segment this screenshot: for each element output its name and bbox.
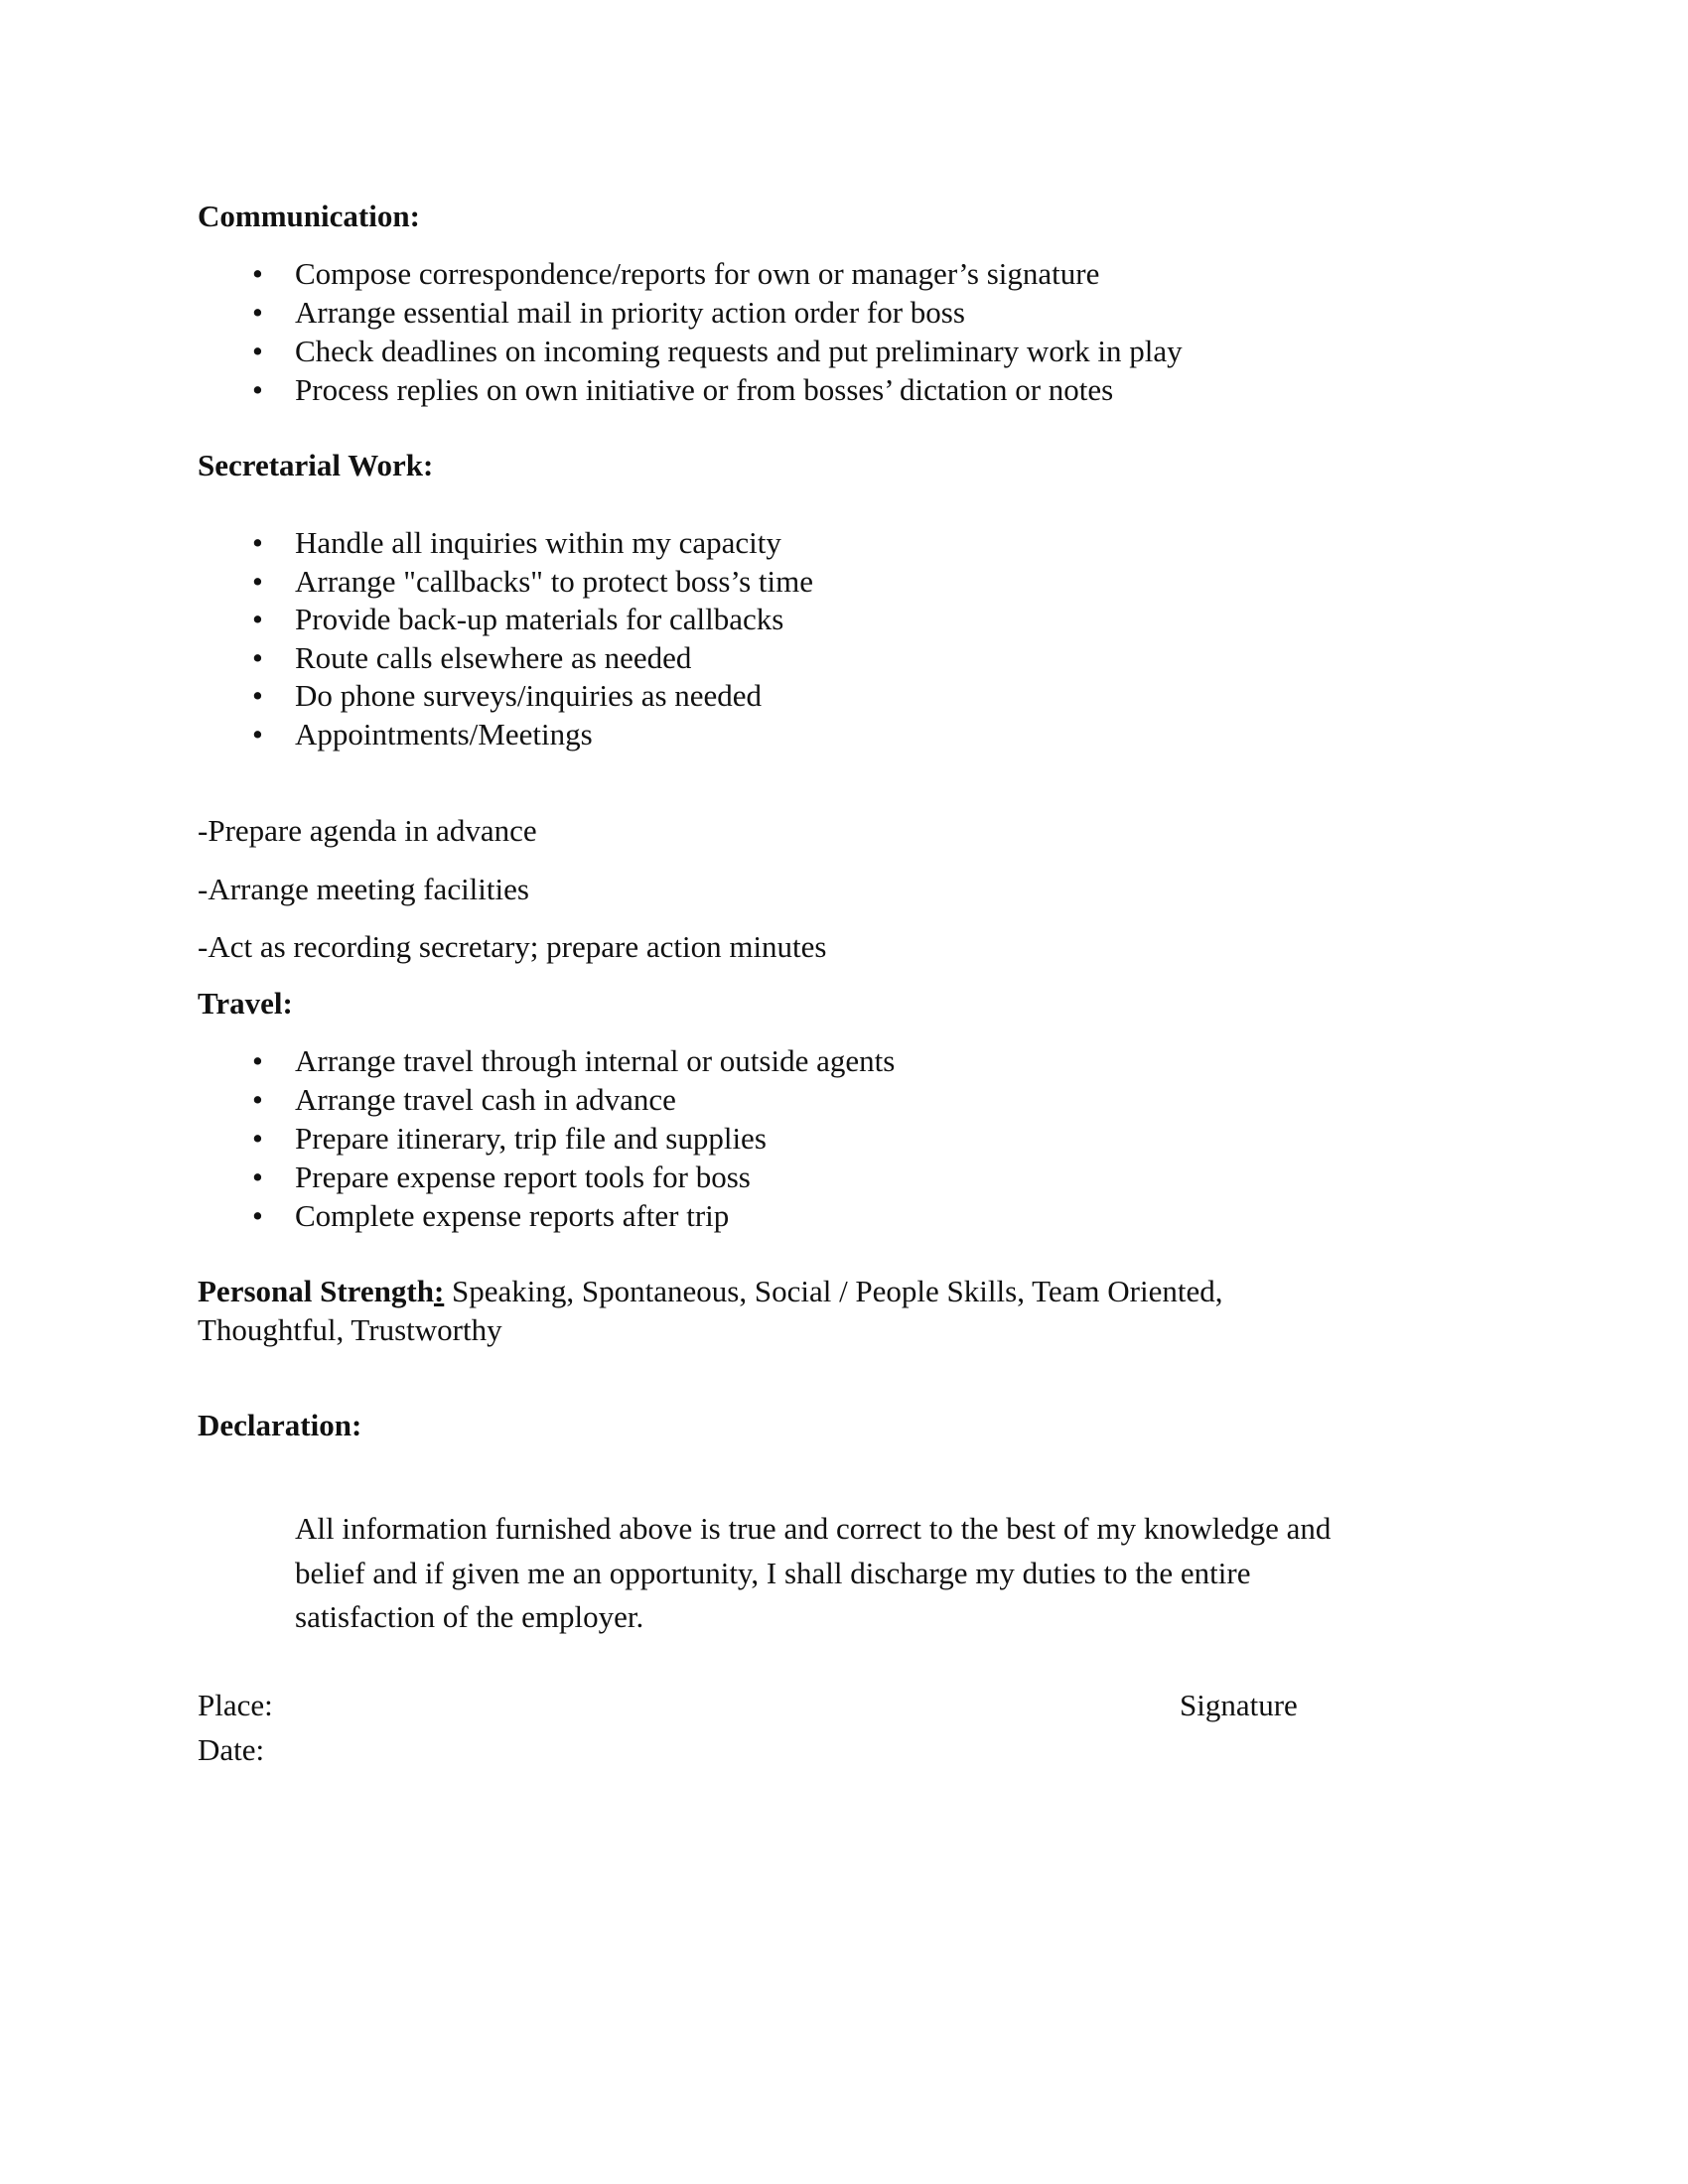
personal-strength-line [198,1272,1223,1311]
declaration-heading: Declaration: [198,1408,362,1442]
bullet-icon: • [252,678,263,713]
bullet-icon: • [252,1043,263,1078]
personal-strength-line-2: Thoughtful, Trustworthy [198,1312,502,1347]
bullet-icon: • [252,564,263,599]
bullet-icon: • [252,256,263,291]
sub-item: -Arrange meeting facilities [198,872,529,906]
bullet-icon: • [252,372,263,407]
document-page: Communication: • Compose correspondence/reports for own or manager’s signature • Arrange essential mail in priority action order for boss • Check deadlines on incoming requests and put preliminary work in play • Process replies on own initiative or from bosses’ dictation or notes Secretarial Work: • Handle all inquiries within my capacity • Arrange "callbacks" to protect boss’s time • Provide back-up materials for callbacks • Route calls elsewhere as needed • Do phone surveys/inquiries as needed • Appointments/Meetings -Prepare agenda in advance -Arrange meeting facilities -Act as recording secretary; prepare action minutes Travel: • Arrange travel through internal or outside agents • Arrange travel cash in advance • Prepare itinerary, trip file and supplies • Prepare expense report tools for boss • Complete expense reports after trip Personal Strength: Speaking, Spontaneous, Social / People Skills, Team Oriented, Thoughtful, Trustworthy Declaration: All information furnished above is true and correct to the best of my knowledge and belief and if given me an opportunity, I shall discharge my duties to the entire satisfaction of the employer. Place: Signature Date: [0,0,1688,2184]
bullet-icon: • [252,1121,263,1156]
personal-strength-label: Personal Strength [198,1274,434,1308]
communication-heading: Communication: [198,199,420,233]
bullet-icon: • [252,334,263,368]
travel-heading: Travel: [198,986,293,1021]
bullet-icon: • [252,1082,263,1117]
date-label: Date: [198,1732,265,1767]
bullet-icon: • [252,602,263,636]
sub-item: -Prepare agenda in advance [198,813,537,848]
bullet-icon: • [252,717,263,751]
bullet-icon: • [252,525,263,560]
bullet-icon: • [252,1160,263,1194]
sub-item: -Act as recording secretary; prepare action minutes [198,929,827,964]
personal-strength-values: Speaking, Spontaneous, Social / People Skills, Team Oriented, [444,1274,1223,1308]
declaration-paragraph: All information furnished above is true and correct to the best of my knowledge and belief and if given me an opportunity, I shall discharge my duties to the entire satisfaction of the employer. [295,1511,1332,1634]
bullet-icon: • [252,1198,263,1233]
place-label: Place: [198,1688,273,1722]
personal-strength-colon: : [433,1274,445,1308]
bullet-icon: • [252,640,263,675]
secretarial-heading: Secretarial Work: [198,448,434,482]
bullet-icon: • [252,295,263,330]
signature-label: Signature [1180,1688,1298,1722]
